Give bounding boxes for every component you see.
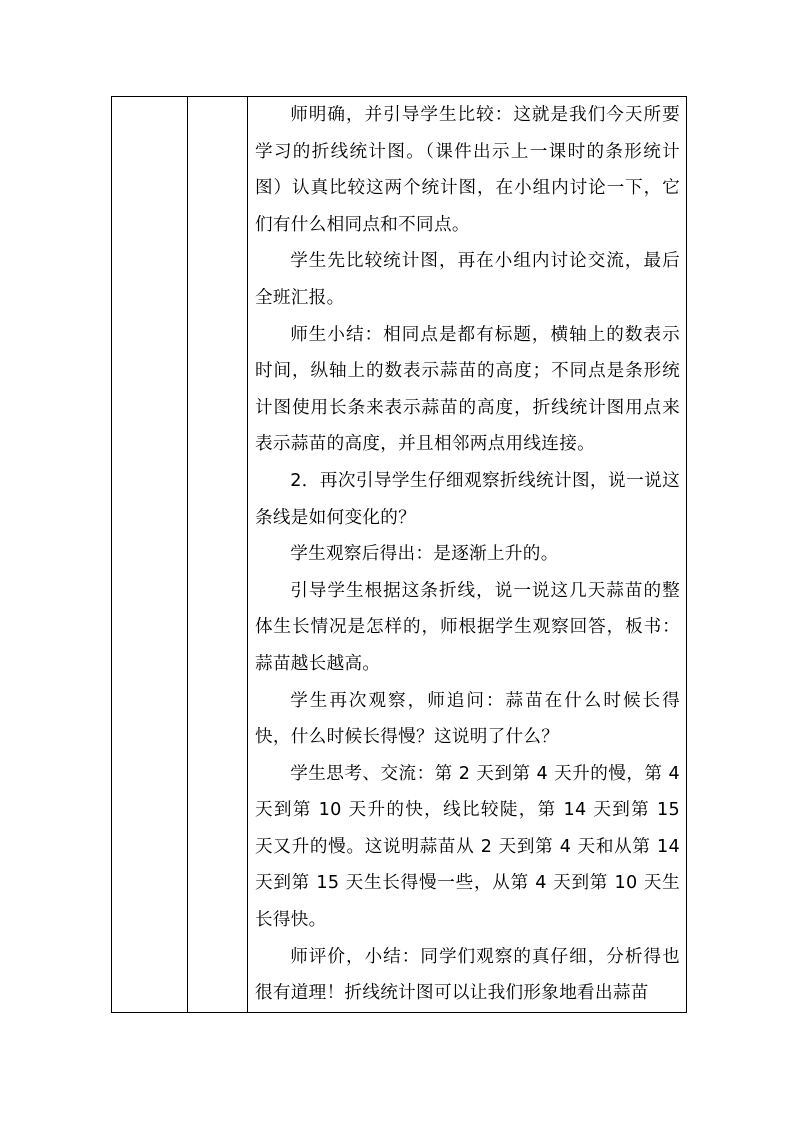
lesson-table xyxy=(111,96,687,1013)
paragraph: 学生观察后得出：是逐渐上升的。 xyxy=(290,544,559,565)
paragraph: 师明确，并引导学生比较：这就是我们今天所要学习的折线统计图。（课件出示上一课时的条形统计图）认真比较这两个统计图，在小组内讨论一下，它们有什么相同点和不同点。 xyxy=(255,105,680,235)
paragraph: 师评价，小结：同学们观察的真仔细，分析得也很有道理！折线统计图可以让我们形象地看出蒜苗 xyxy=(255,946,680,1004)
table-cell-empty-2 xyxy=(188,97,248,1013)
paragraph: 学生先比较统计图，再在小组内讨论交流，最后全班汇报。 xyxy=(255,251,680,308)
paragraph: 师生小结：相同点是都有标题，横轴上的数表示时间，纵轴上的数表示蒜苗的高度；不同点是条形统计图使用长条来表示蒜苗的高度，折线统计图用点来表示蒜苗的高度，并且相邻两点用线连接。 xyxy=(255,324,680,455)
table-cell-empty-1 xyxy=(112,97,188,1013)
paragraph: 学生再次观察，师追问：蒜苗在什么时候长得快，什么时候长得慢？这说明了什么？ xyxy=(255,690,680,748)
paragraph: 2．再次引导学生仔细观察折线统计图，说一说这条线是如何变化的？ xyxy=(255,470,680,528)
lesson-content xyxy=(248,97,686,1012)
table-row xyxy=(112,97,687,1013)
table-cell-content xyxy=(248,97,687,1013)
paragraph: 引导学生根据这条折线，说一说这几天蒜苗的整体生长情况是怎样的，师根据学生观察回答，板书：蒜苗越长越高。 xyxy=(255,580,680,674)
paragraph: 学生思考、交流：第 2 天到第 4 天升的慢，第 4 天到第 10 天升的快，线比较陡，第 14 天到第 15 天又升的慢。这说明蒜苗从 2 天到第 4 天和从第 14 天到第 15 天生长得慢一些，从第 4 天到第 10 天生长得快。 xyxy=(255,763,680,931)
